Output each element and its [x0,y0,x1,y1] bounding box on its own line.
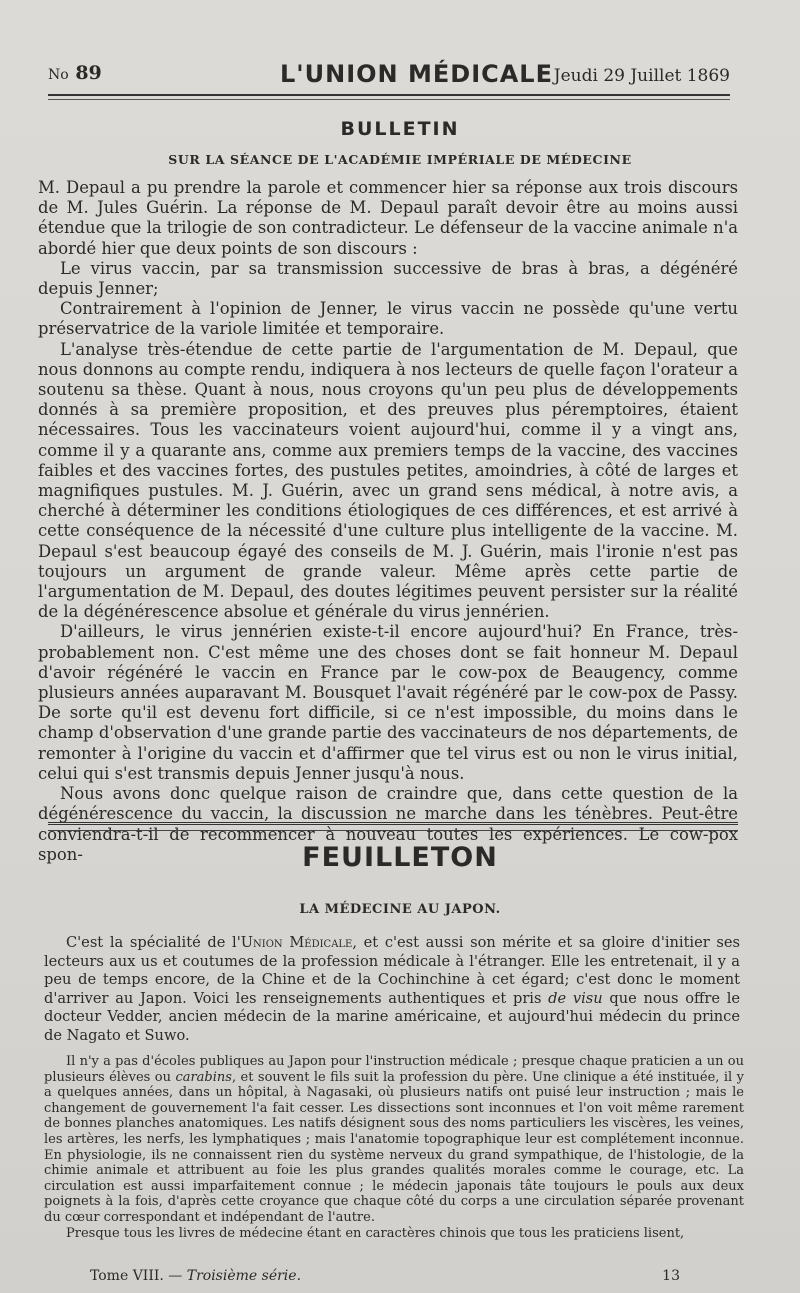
footer-volume: Tome VIII. [90,1268,164,1284]
bulletin-paragraph: Contrairement à l'opinion de Jenner, le virus vaccin ne possède qu'une vertu préservatrice de la variole limitée et temporaire. [38,299,738,339]
bulletin-title: BULLETIN [340,118,460,140]
feuilleton-body [44,1054,744,1241]
feuilleton-paragraph [44,1054,744,1226]
bulletin-paragraph: D'ailleurs, le virus jennérien existe-t-il encore aujourd'hui? En France, très-probablement non. C'est même une des choses dont se fait honneur M. Depaul d'avoir régénéré le vaccin en France par le cow-pox de Beaugency, comme plusieurs années auparavant M. Bousquet l'avait régénéré par le cow-pox de Passy. De sorte qu'il est devenu fort difficile, si ce n'est impossible, du moins dans le champ d'observation d'une grande partie des vaccinateurs de nos départements, de remonter à l'origine du vaccin et d'affirmer que tel virus est ou non le virus initial, celui qui s'est transmis depuis Jenner jusqu'à nous. [38,622,738,783]
feuilleton-divider [48,822,738,828]
intro-de-visu: de visu [548,989,603,1007]
body-text-a: Il n'y a pas d'écoles publiques au Japon pour l'instruction médicale ; presque chaque praticien a un ou plusieurs élèves ou [44,1054,744,1085]
intro-journal-name: Union Médicale [240,934,353,951]
page-header [48,60,730,96]
journal-title: L'UNION MÉDICALE [280,60,553,88]
issue-number [48,62,102,84]
bulletin-subtitle: SUR LA SÉANCE DE L'ACADÉMIE IMPÉRIALE DE MÉDECINE [168,152,632,167]
intro-text-a: C'est la spécialité de l' [66,934,241,951]
bulletin-paragraph: M. Depaul a pu prendre la parole et commencer hier sa réponse aux trois discours de M. Jules Guérin. La réponse de M. Depaul paraît devoir être au moins aussi étendue que la trilogie de son contradicteur. Le défenseur de la vaccine animale n'a abordé hier que deux points de son discours : [38,178,738,258]
footer-volume-series [90,1268,301,1284]
issue-date: Jeudi 29 Juillet 1869 [553,66,730,86]
bulletin-paragraph: Le virus vaccin, par sa transmission successive de bras à bras, a dégénéré depuis Jenner; [38,258,738,299]
issue-number-value: 89 [75,62,102,84]
feuilleton-title: FEUILLETON [302,842,498,873]
feuilleton-paragraph: Presque tous les livres de médecine étant en caractères chinois que tous les praticiens lisent, [66,1225,685,1241]
feuilleton-intro [44,934,740,1046]
body-text-b: , et souvent le fils suit la profession du père. Une clinique a été instituée, il y a quelques années, dans un hôpital, à Nagasaki, où plusieurs natifs ont puisé leur instruction ; mais le changement de gouvernement l'a fait cesser. Les dissections sont inconnues et l'on voit même rarement de bonnes planches anatomiques. Les natifs désignent sous des noms particuliers les viscères, les veines, les artères, les nerfs, les lymphatiques ; mais l'anatomie topographique leur est complétement inconnue. En physiologie, ils ne connaissent rien du système nerveux du grand sympathique, de l'histologie, de la chimie animale et attribuent au foie les plus grandes qualités morales comme le courage, etc. La circulation est aussi imparfaitement connue ; le médecin japonais tâte toujours le pouls aux deux poignets à la fois, d'après cette croyance que chaque côté du corps a une circulation séparée provenant du cœur correspondant et indépendant de l'autre. [44,1069,744,1225]
intro-text-c: que nous offre le docteur Vedder, ancien médecin de la marine américaine, et aujourd'hui médecin du prince de Nagato et Suwo. [44,989,740,1044]
body-carabins: carabins [175,1069,232,1085]
intro-text-b: , et c'est aussi son mérite et sa gloire d'initier ses lecteurs aux us et coutumes de la profession médicale à l'étranger. Elle les entretenait, il y a peu de temps encore, de la Chine et de la Cochinchine à cet égard; c'est donc le moment d'arriver au Japon. Voici les renseignements authentiques et pris [44,934,740,1007]
page-footer [90,1268,680,1286]
issue-number-prefix: No [48,67,69,83]
feuilleton-divider-thin [48,830,738,831]
bulletin-body [38,178,738,865]
footer-series: — Troisième série. [168,1268,302,1284]
page-number: 13 [662,1268,680,1284]
feuilleton-intro-paragraph [44,934,740,1046]
header-rule [48,99,730,100]
bulletin-paragraph: L'analyse très-étendue de cette partie de l'argumentation de M. Depaul, que nous donnons au compte rendu, indiquera à nos lecteurs de quelle façon l'orateur a soutenu sa thèse. Quant à nous, nous croyons qu'un peu plus de développements donnés à sa première proposition, et des preuves plus péremptoires, étaient nécessaires. Tous les vaccinateurs voient aujourd'hui, comme il y a vingt ans, comme il y a quarante ans, comme aux premiers temps de la vaccine, des vaccines faibles et des vaccines fortes, des pustules petites, amoindries, à côté de larges et magnifiques pustules. M. J. Guérin, avec un grand sens médical, à notre avis, a cherché à déterminer les conditions étiologiques de ces différences, et est arrivé à cette conséquence de la nécessité d'une culture plus intelligente de la vaccine. M. Depaul s'est beaucoup égayé des conseils de M. J. Guérin, mais l'ironie n'est pas toujours un argument de grande valeur. Même après cette partie de l'argumentation de M. Depaul, des doutes légitimes peuvent persister sur la réalité de la dégénérescence absolue et générale du virus jennérien. [38,339,738,622]
feuilleton-subtitle: LA MÉDECINE AU JAPON. [299,902,501,917]
bulletin-paragraph: Nous avons donc quelque raison de craindre que, dans cette question de la dégénérescence du vaccin, la discussion ne marche dans les ténèbres. Peut-être conviendra-t-il de recommencer à nouveau toutes les expériences. Le cow-pox spon- [38,784,738,864]
